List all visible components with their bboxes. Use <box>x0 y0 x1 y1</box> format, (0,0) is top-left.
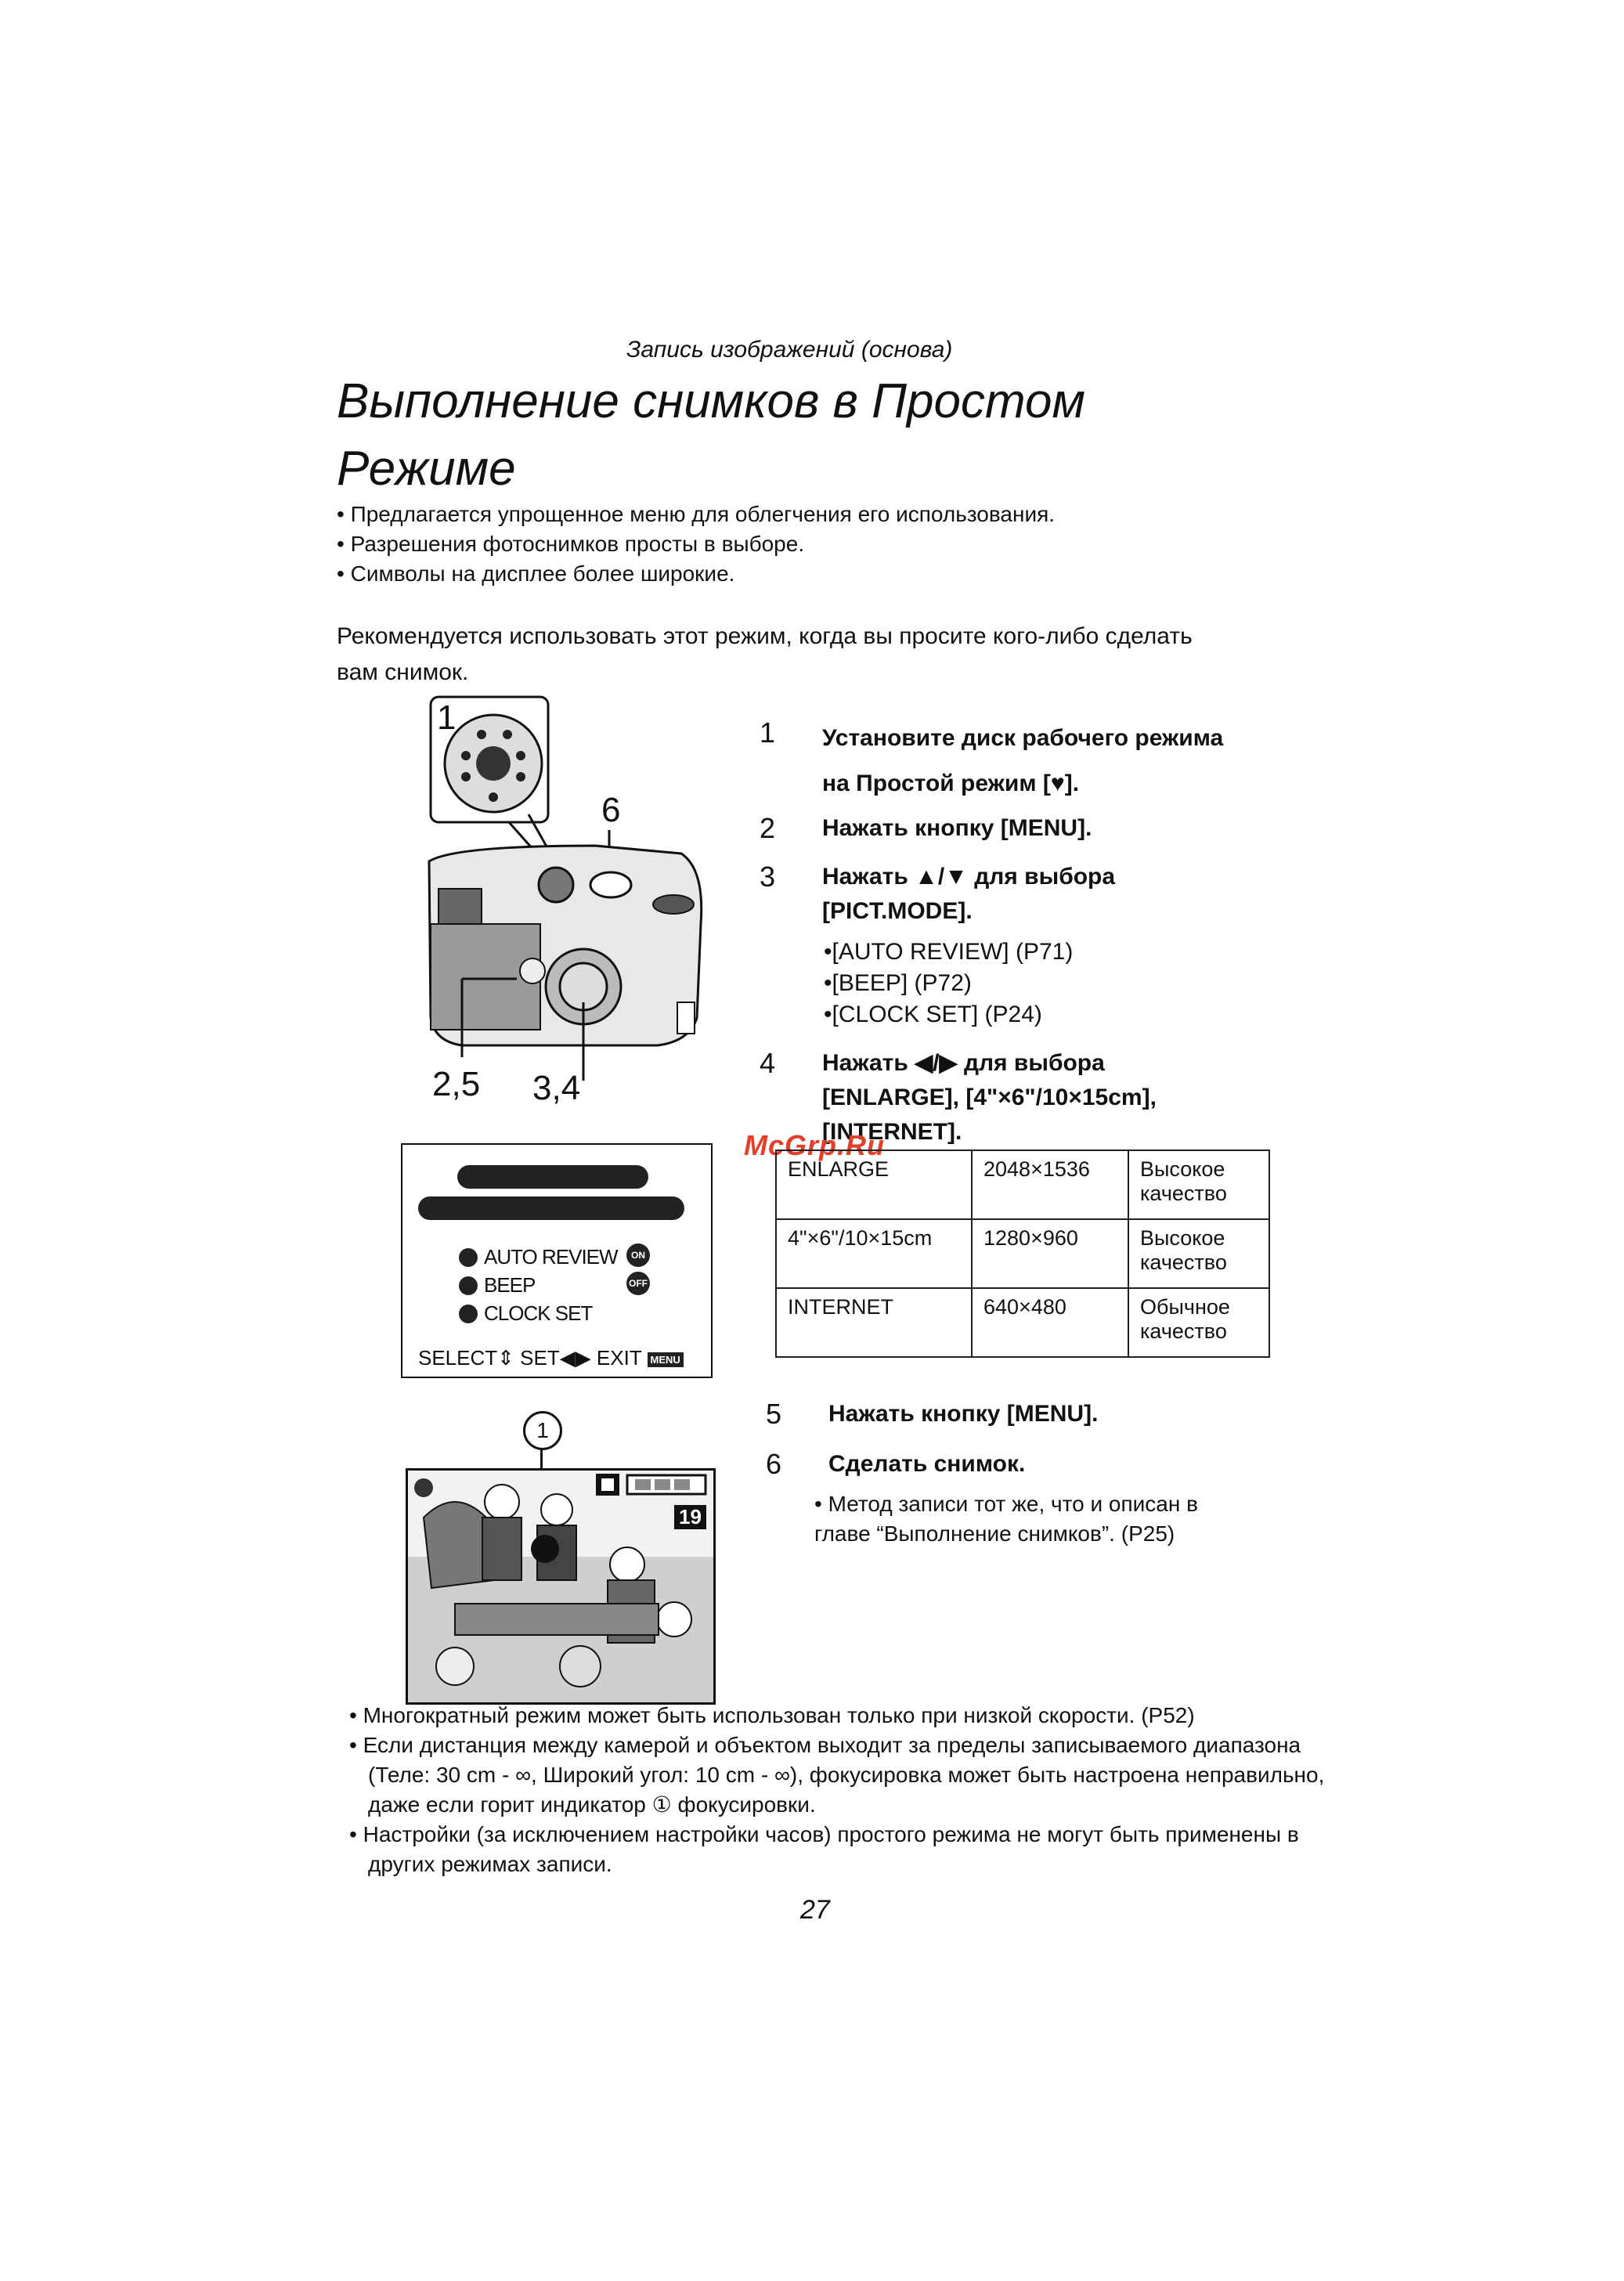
dial-callout: 1 <box>437 698 457 737</box>
watermark: McGrp.Ru <box>744 1129 886 1161</box>
menu-screen <box>401 1143 713 1378</box>
off-badge: OFF <box>626 1272 650 1295</box>
footnote: • Многократный режим может быть использован только при низкой скорости. (P52) <box>349 1701 1367 1731</box>
step-text: Нажать ◀/▶ для выбора <box>822 1050 1105 1076</box>
step-text: [PICT.MODE]. <box>822 898 973 924</box>
menu-footer <box>418 1346 708 1370</box>
table-cell: ENLARGE <box>776 1150 972 1219</box>
menu-item-beep: BEEP <box>484 1273 536 1297</box>
menu-bar-highlight <box>418 1196 684 1220</box>
table-cell: INTERNET <box>776 1288 972 1357</box>
step-6-note: • Метод записи тот же, что и описан в главе “Выполнение снимков”. (P25) <box>814 1492 1198 1546</box>
table-cell: 1280×960 <box>972 1219 1128 1288</box>
step-number: 2 <box>760 812 776 844</box>
step-number: 3 <box>760 861 776 893</box>
table-row <box>776 1219 1269 1288</box>
section-label: Запись изображений (основа) <box>626 337 953 363</box>
subitem: •[BEEP] (P72) <box>824 970 972 996</box>
menu-bar <box>457 1165 648 1189</box>
footnote: • Настройки (за исключением настройки часов) простого режима не могут быть применены в других режимах записи. <box>349 1820 1367 1879</box>
title-line-1: Выполнение снимков в Простом <box>337 374 1085 428</box>
bullet-item: • Разрешения фотоснимков просты в выборе. <box>337 529 1355 559</box>
step-text: Сделать снимок. <box>828 1451 1026 1477</box>
table-cell: Обычное качество <box>1128 1288 1269 1357</box>
menu-button-callout: 2,5 <box>432 1065 481 1103</box>
focus-indicator-callout: 1 <box>523 1411 562 1450</box>
camera-drawing <box>407 689 720 1128</box>
footnote: • Если дистанция между камерой и объектом выходит за пределы записываемого диапазона (Теле: 30 cm - ∞, Широкий угол: 10 cm - ∞), фокусировка может быть настроена неправильно, даже если горит индикатор ① фокусировки. <box>349 1731 1367 1820</box>
title-line-2: Режиме <box>337 442 516 496</box>
step-text: Нажать ▲/▼ для выбора <box>822 864 1116 890</box>
feature-bullets <box>337 500 1355 589</box>
bullet-item: • Предлагается упрощенное меню для облегчения его использования. <box>337 500 1355 529</box>
menu-item-clock-set: CLOCK SET <box>484 1301 593 1325</box>
menu-exit-badge: MENU <box>648 1352 684 1367</box>
step-number: 4 <box>760 1047 776 1079</box>
intro-line-1: Рекомендуется использовать этот режим, когда вы просите кого-либо сделать <box>337 623 1193 649</box>
menu-footer-text: SELECT⇕ SET◀▶ EXIT <box>418 1346 642 1370</box>
subitem: •[AUTO REVIEW] (P71) <box>824 939 1074 965</box>
step-text: на Простой режим [♥]. <box>822 771 1080 796</box>
step-number: 1 <box>760 716 776 749</box>
step-number: 5 <box>766 1398 782 1430</box>
viewfinder-screen <box>406 1468 716 1705</box>
note-text: Метод записи тот же, что и описан в главе “Выполнение снимков”. (P25) <box>814 1492 1198 1546</box>
menu-item-auto-review: AUTO REVIEW <box>484 1245 618 1269</box>
table-cell: 4"×6"/10×15cm <box>776 1219 972 1288</box>
step-text: [INTERNET]. <box>822 1119 962 1145</box>
intro-text <box>337 619 1276 691</box>
step-3-subitems <box>824 937 1215 1030</box>
intro-line-2: вам снимок. <box>337 659 469 685</box>
table-cell: Высокое качество <box>1128 1219 1269 1288</box>
step-text: Нажать кнопку [MENU]. <box>828 1401 1099 1427</box>
table-cell: 640×480 <box>972 1288 1128 1357</box>
table-row <box>776 1288 1269 1357</box>
table-cell: Высокое качество <box>1128 1150 1269 1219</box>
zoom-button-callout: 3,4 <box>532 1069 581 1107</box>
shutter-callout: 6 <box>601 791 621 829</box>
clock-icon <box>459 1305 478 1323</box>
frames-remaining: 19 <box>674 1505 706 1529</box>
step-text: [ENLARGE], [4"×6"/10×15cm], <box>822 1085 1157 1110</box>
resolution-table <box>775 1150 1270 1358</box>
camera-illustration <box>407 689 720 1128</box>
bullet-item: • Символы на дисплее более широкие. <box>337 559 1355 589</box>
page-number: 27 <box>800 1895 830 1925</box>
on-badge: ON <box>626 1243 650 1267</box>
beep-icon <box>459 1276 478 1295</box>
table-cell: 2048×1536 <box>972 1150 1128 1219</box>
page-title <box>337 368 1276 503</box>
footnotes <box>349 1701 1367 1879</box>
step-text: Установите диск рабочего режима <box>822 725 1224 751</box>
review-icon <box>459 1248 478 1267</box>
step-text: Нажать кнопку [MENU]. <box>822 815 1092 841</box>
step-number: 6 <box>766 1448 782 1480</box>
scene-illustration <box>408 1471 713 1702</box>
subitem: •[CLOCK SET] (P24) <box>824 1002 1042 1027</box>
table-row <box>776 1150 1269 1219</box>
